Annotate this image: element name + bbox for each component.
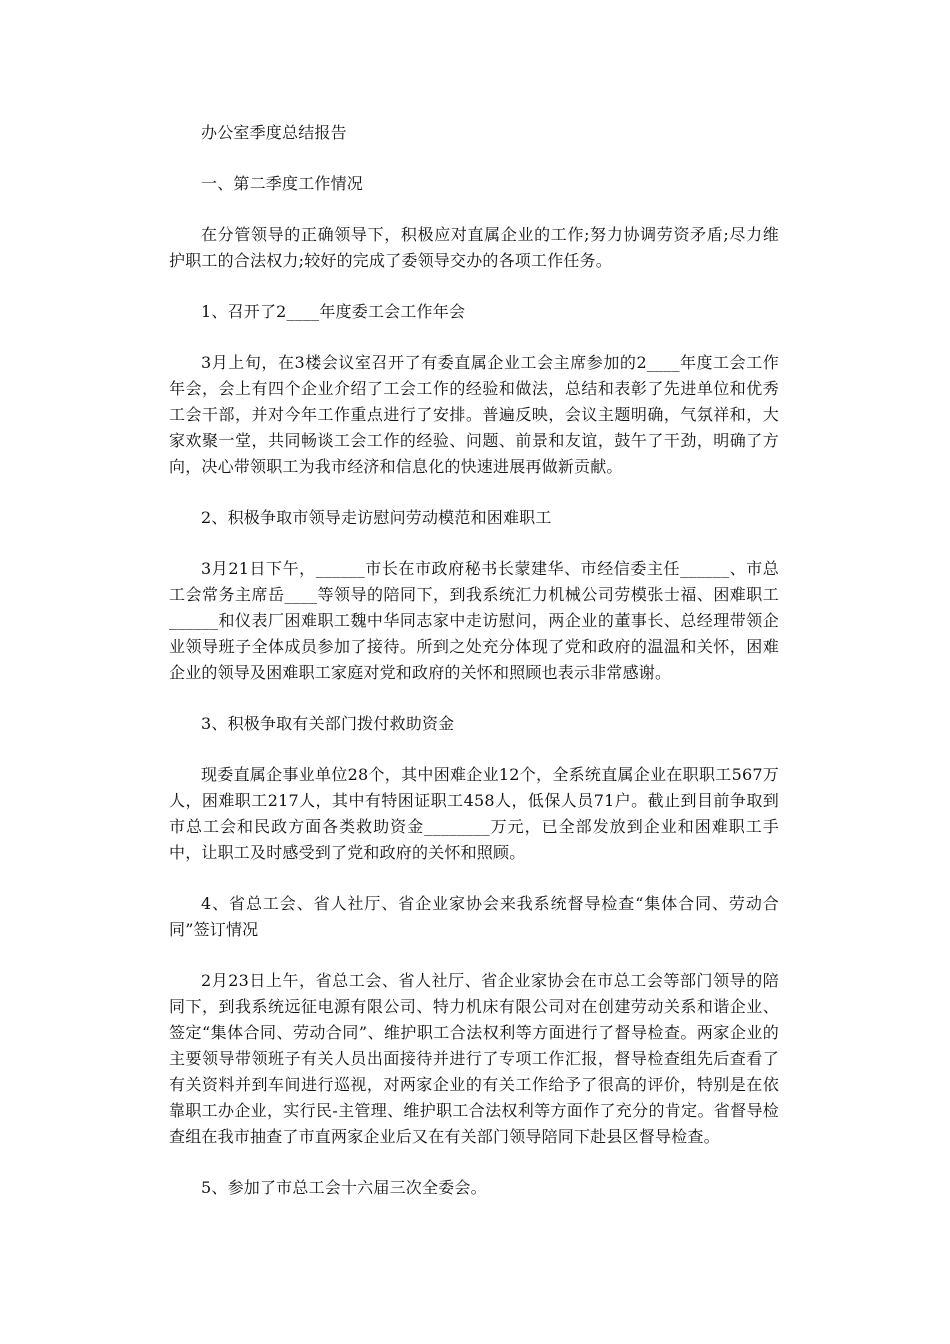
item-4-body: 2月23日上午，省总工会、省人社厅、省企业家协会在市总工会等部门领导的陪同下，到我系统远征电源有限公司、特力机床有限公司对在创建劳动关系和谐企业、签定“集体合同、劳动合同”、维护职工合法权利等方面进行了督导检查。两家企业的主要领导带领班子有关人员出面接待并进行了专项工作汇报，督导检查组先后查看了有关资料并到车间进行巡视，对两家企业的有关工作给予了很高的评价，特别是在依靠职工办企业，实行民-主管理、维护职工合法权利等方面作了充分的肯定。省督导检查组在我市抽查了市直两家企业后又在有关部门领导陪同下赴县区督导检查。 <box>169 971 779 1146</box>
document-body <box>169 120 779 1226</box>
item-1-body: 3月上旬，在3楼会议室召开了有委直属企业工会主席参加的2____年度工会工作年会，会上有四个企业介绍了工会工作的经验和做法，总结和表彰了先进单位和优秀工会干部，并对今年工作重点进行了安排。普遍反映，会议主题明确，气氛祥和，大家欢聚一堂，共同畅谈工会工作的经验、问题、前景和友谊，鼓午了干劲，明确了方向，决心带领职工为我市经济和信息化的快速进展再做新贡献。 <box>169 353 779 476</box>
item-5-heading: 5、参加了市总工会十六届三次全委会。 <box>201 1178 487 1197</box>
item-3-body: 现委直属企事业单位28个，其中困难企业12个，全系统直属企业在职职工567万人，困难职工217人，其中有特困证职工458人，低保人员71户。截止到目前争取到市总工会和民政方面各类救助资金________万元，已全部发放到企业和困难职工手中，让职工及时感受到了党和政府的关怀和照顾。 <box>169 765 779 862</box>
item-3-heading: 3、积极争取有关部门拨付救助资金 <box>201 714 455 733</box>
intro-paragraph: 在分管领导的正确领导下，积极应对直属企业的工作;努力协调劳资矛盾;尽力维护职工的合法权力;较好的完成了委领导交办的各项工作任务。 <box>169 225 779 270</box>
item-4-heading: 4、省总工会、省人社厅、省企业家协会来我系统督导检查“集体合同、劳动合同”签订情况 <box>169 894 779 939</box>
item-2-heading: 2、积极争取市领导走访慰问劳动模范和困难职工 <box>201 508 552 527</box>
document-title: 办公室季度总结报告 <box>201 123 347 142</box>
item-2-body: 3月21日下午，______市长在市政府秘书长蒙建华、市经信委主任______、市总工会常务主席岳____等领导的陪同下，到我系统汇力机械公司劳模张士福、困难职工______和仪表厂困难职工魏中华同志家中走访慰问，两企业的董事长、总经理带领企业领导班子全体成员参加了接待。所到之处充分体现了党和政府的温温和关怀，困难企业的领导及困难职工家庭对党和政府的关怀和照顾也表示非常感谢。 <box>169 559 779 682</box>
item-1-heading: 1、召开了2____年度委工会工作年会 <box>201 302 466 321</box>
section-heading: 一、第二季度工作情况 <box>201 174 364 193</box>
